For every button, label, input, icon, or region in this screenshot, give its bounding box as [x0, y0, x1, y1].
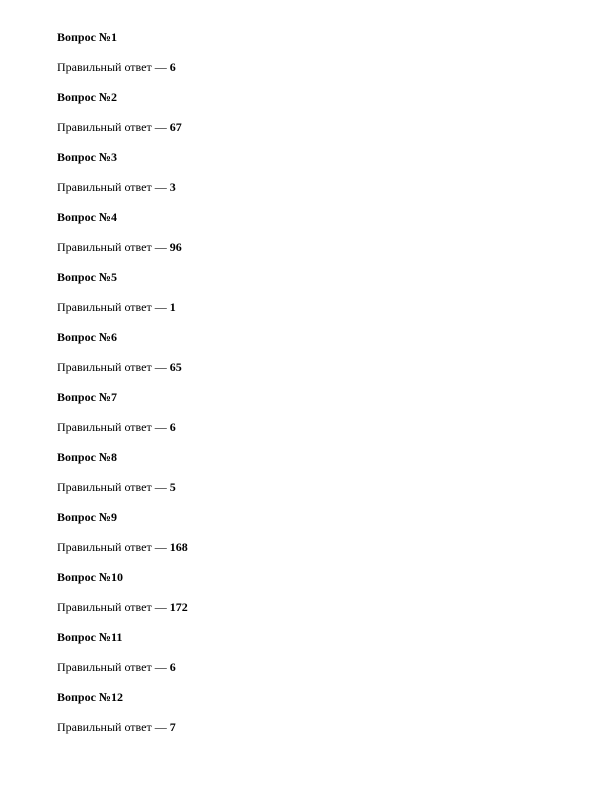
answer-entry [57, 690, 557, 735]
answer-entry [57, 330, 557, 375]
answer-value: 172 [169, 600, 188, 614]
answer-label: Правильный ответ — [57, 720, 170, 734]
answer-label: Правильный ответ — [57, 540, 170, 554]
answer-value: 6 [169, 420, 176, 434]
answer-entry [57, 210, 557, 255]
answer-label: Правильный ответ — [57, 180, 170, 194]
answer-line [57, 60, 557, 75]
answer-entry [57, 270, 557, 315]
answer-label: Правильный ответ — [57, 480, 170, 494]
answer-entry [57, 150, 557, 195]
question-heading: Вопрос №10 [57, 570, 123, 584]
question-heading: Вопрос №4 [57, 210, 117, 224]
answer-line [57, 600, 557, 615]
answer-value: 67 [169, 120, 182, 134]
answer-value: 6 [169, 60, 176, 74]
answer-label: Правильный ответ — [57, 300, 170, 314]
answer-entry [57, 90, 557, 135]
answer-value: 5 [169, 480, 176, 494]
answer-entry [57, 570, 557, 615]
question-heading: Вопрос №7 [57, 390, 117, 404]
answer-entry [57, 390, 557, 435]
answer-line [57, 120, 557, 135]
answer-entry [57, 510, 557, 555]
answer-line [57, 240, 557, 255]
question-heading: Вопрос №8 [57, 450, 117, 464]
answer-label: Правильный ответ — [57, 420, 170, 434]
answer-label: Правильный ответ — [57, 120, 170, 134]
question-heading: Вопрос №11 [57, 630, 123, 644]
answer-line [57, 720, 557, 735]
answer-value: 1 [169, 300, 176, 314]
answer-entry [57, 30, 557, 75]
question-heading: Вопрос №1 [57, 30, 117, 44]
answer-value: 3 [169, 180, 176, 194]
question-heading: Вопрос №9 [57, 510, 117, 524]
answer-label: Правильный ответ — [57, 600, 170, 614]
answer-label: Правильный ответ — [57, 60, 170, 74]
question-heading: Вопрос №5 [57, 270, 117, 284]
answer-list [57, 30, 557, 750]
answer-line [57, 300, 557, 315]
answer-value: 96 [169, 240, 182, 254]
question-heading: Вопрос №3 [57, 150, 117, 164]
answer-line [57, 540, 557, 555]
question-heading: Вопрос №2 [57, 90, 117, 104]
answer-line [57, 180, 557, 195]
answer-label: Правильный ответ — [57, 360, 170, 374]
answer-line [57, 480, 557, 495]
answer-line [57, 660, 557, 675]
answer-value: 6 [169, 660, 176, 674]
answer-entry [57, 450, 557, 495]
answer-line [57, 420, 557, 435]
answer-label: Правильный ответ — [57, 660, 170, 674]
answer-entry [57, 630, 557, 675]
question-heading: Вопрос №12 [57, 690, 123, 704]
answer-line [57, 360, 557, 375]
answer-value: 7 [169, 720, 176, 734]
question-heading: Вопрос №6 [57, 330, 117, 344]
answer-label: Правильный ответ — [57, 240, 170, 254]
answer-value: 168 [169, 540, 188, 554]
answer-value: 65 [169, 360, 182, 374]
